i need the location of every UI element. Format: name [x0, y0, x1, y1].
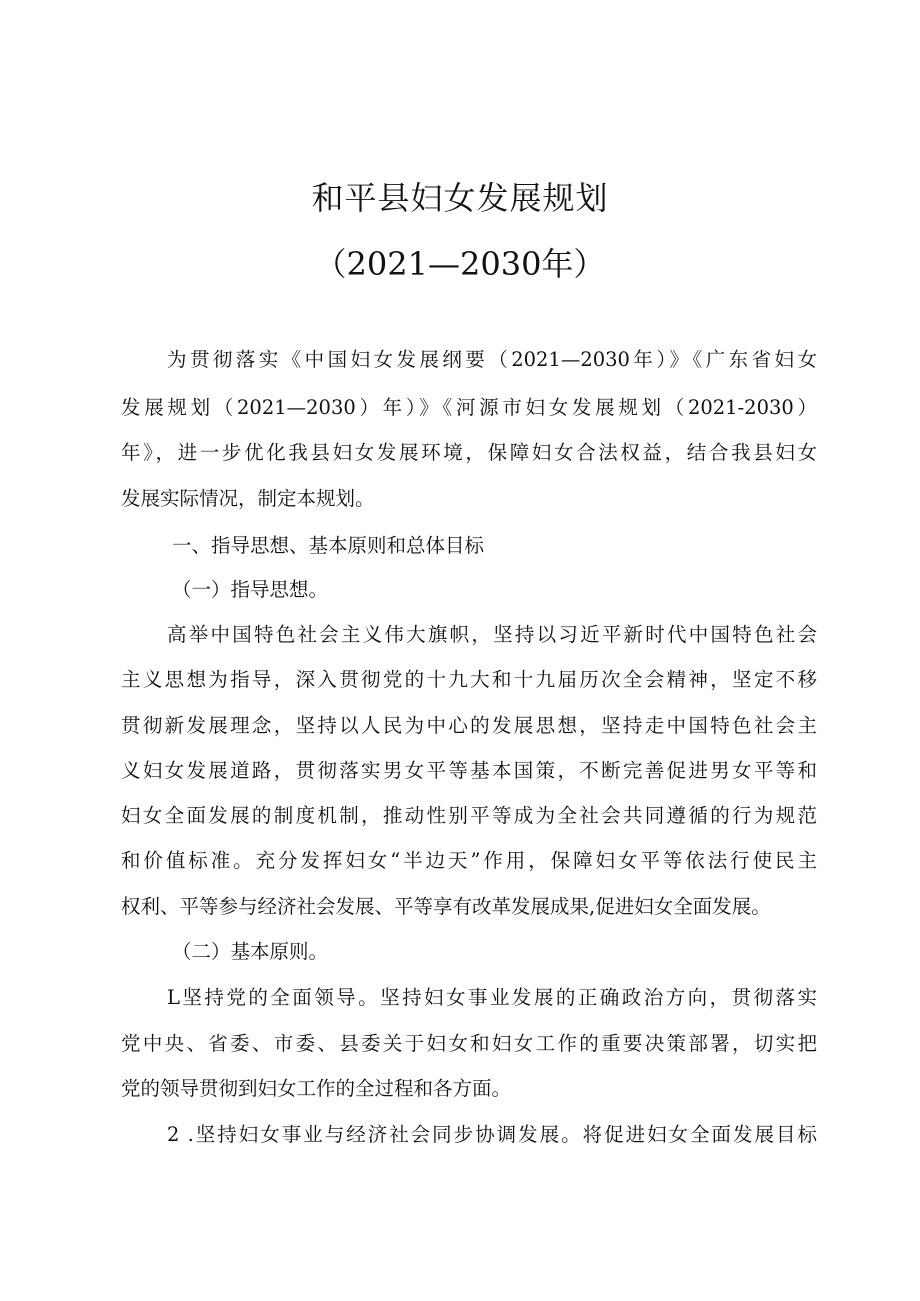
- item1-line3: 党的领导贯彻到妇女工作的全过程和各方面。: [121, 1077, 512, 1100]
- section-heading-1: 一、指导思想、基本原则和总体目标: [172, 534, 485, 557]
- para1-line1: 为贯彻落实《中国妇女发展纲要（2021—2030年）》《广东省妇女: [167, 348, 817, 371]
- subsection-heading-1: （一）指导思想。: [172, 578, 329, 601]
- para1-line3: 年》，进一步优化我县妇女发展环境，保障妇女合法权益，结合我县妇女: [121, 441, 817, 464]
- para2-line6: 和价值标准。充分发挥妇女“半边天”作用，保障妇女平等依法行使民主: [121, 849, 817, 872]
- para2-line3: 贯彻新发展理念，坚持以人民为中心的发展思想，坚持走中国特色社会主: [121, 714, 817, 737]
- para2-line5: 妇女全面发展的制度机制，推动性别平等成为全社会共同遵循的行为规范: [121, 804, 817, 827]
- document-subtitle: （2021—2030年）: [314, 245, 606, 283]
- item1-line1: L坚持党的全面领导。坚持妇女事业发展的正确政治方向，贯彻落实: [167, 986, 817, 1009]
- item1-line2: 党中央、省委、市委、县委关于妇女和妇女工作的重要决策部署，切实把: [121, 1032, 817, 1055]
- para2-line7: 权利、平等参与经济社会发展、平等享有改革发展成果,促进妇女全面发展。: [121, 895, 771, 918]
- para2-line1: 高举中国特色社会主义伟大旗帜，坚持以习近平新时代中国特色社会: [167, 623, 817, 646]
- document-title: 和平县妇女发展规划: [311, 179, 609, 217]
- para1-line2: 发展规划（2021—2030）年）》《河源市妇女发展规划（2021-2030）: [121, 396, 817, 419]
- item2-line1: 2 .坚持妇女事业与经济社会同步协调发展。将促进妇女全面发展目标: [167, 1123, 817, 1146]
- para2-line2: 主义思想为指导，深入贯彻党的十九大和十九届历次全会精神，坚定不移: [121, 668, 817, 691]
- para2-line4: 义妇女发展道路，贯彻落实男女平等基本国策，不断完善促进男女平等和: [121, 759, 817, 782]
- para1-line4: 发展实际情况，制定本规划。: [121, 487, 375, 510]
- subsection-heading-2: （二）基本原则。: [172, 940, 329, 963]
